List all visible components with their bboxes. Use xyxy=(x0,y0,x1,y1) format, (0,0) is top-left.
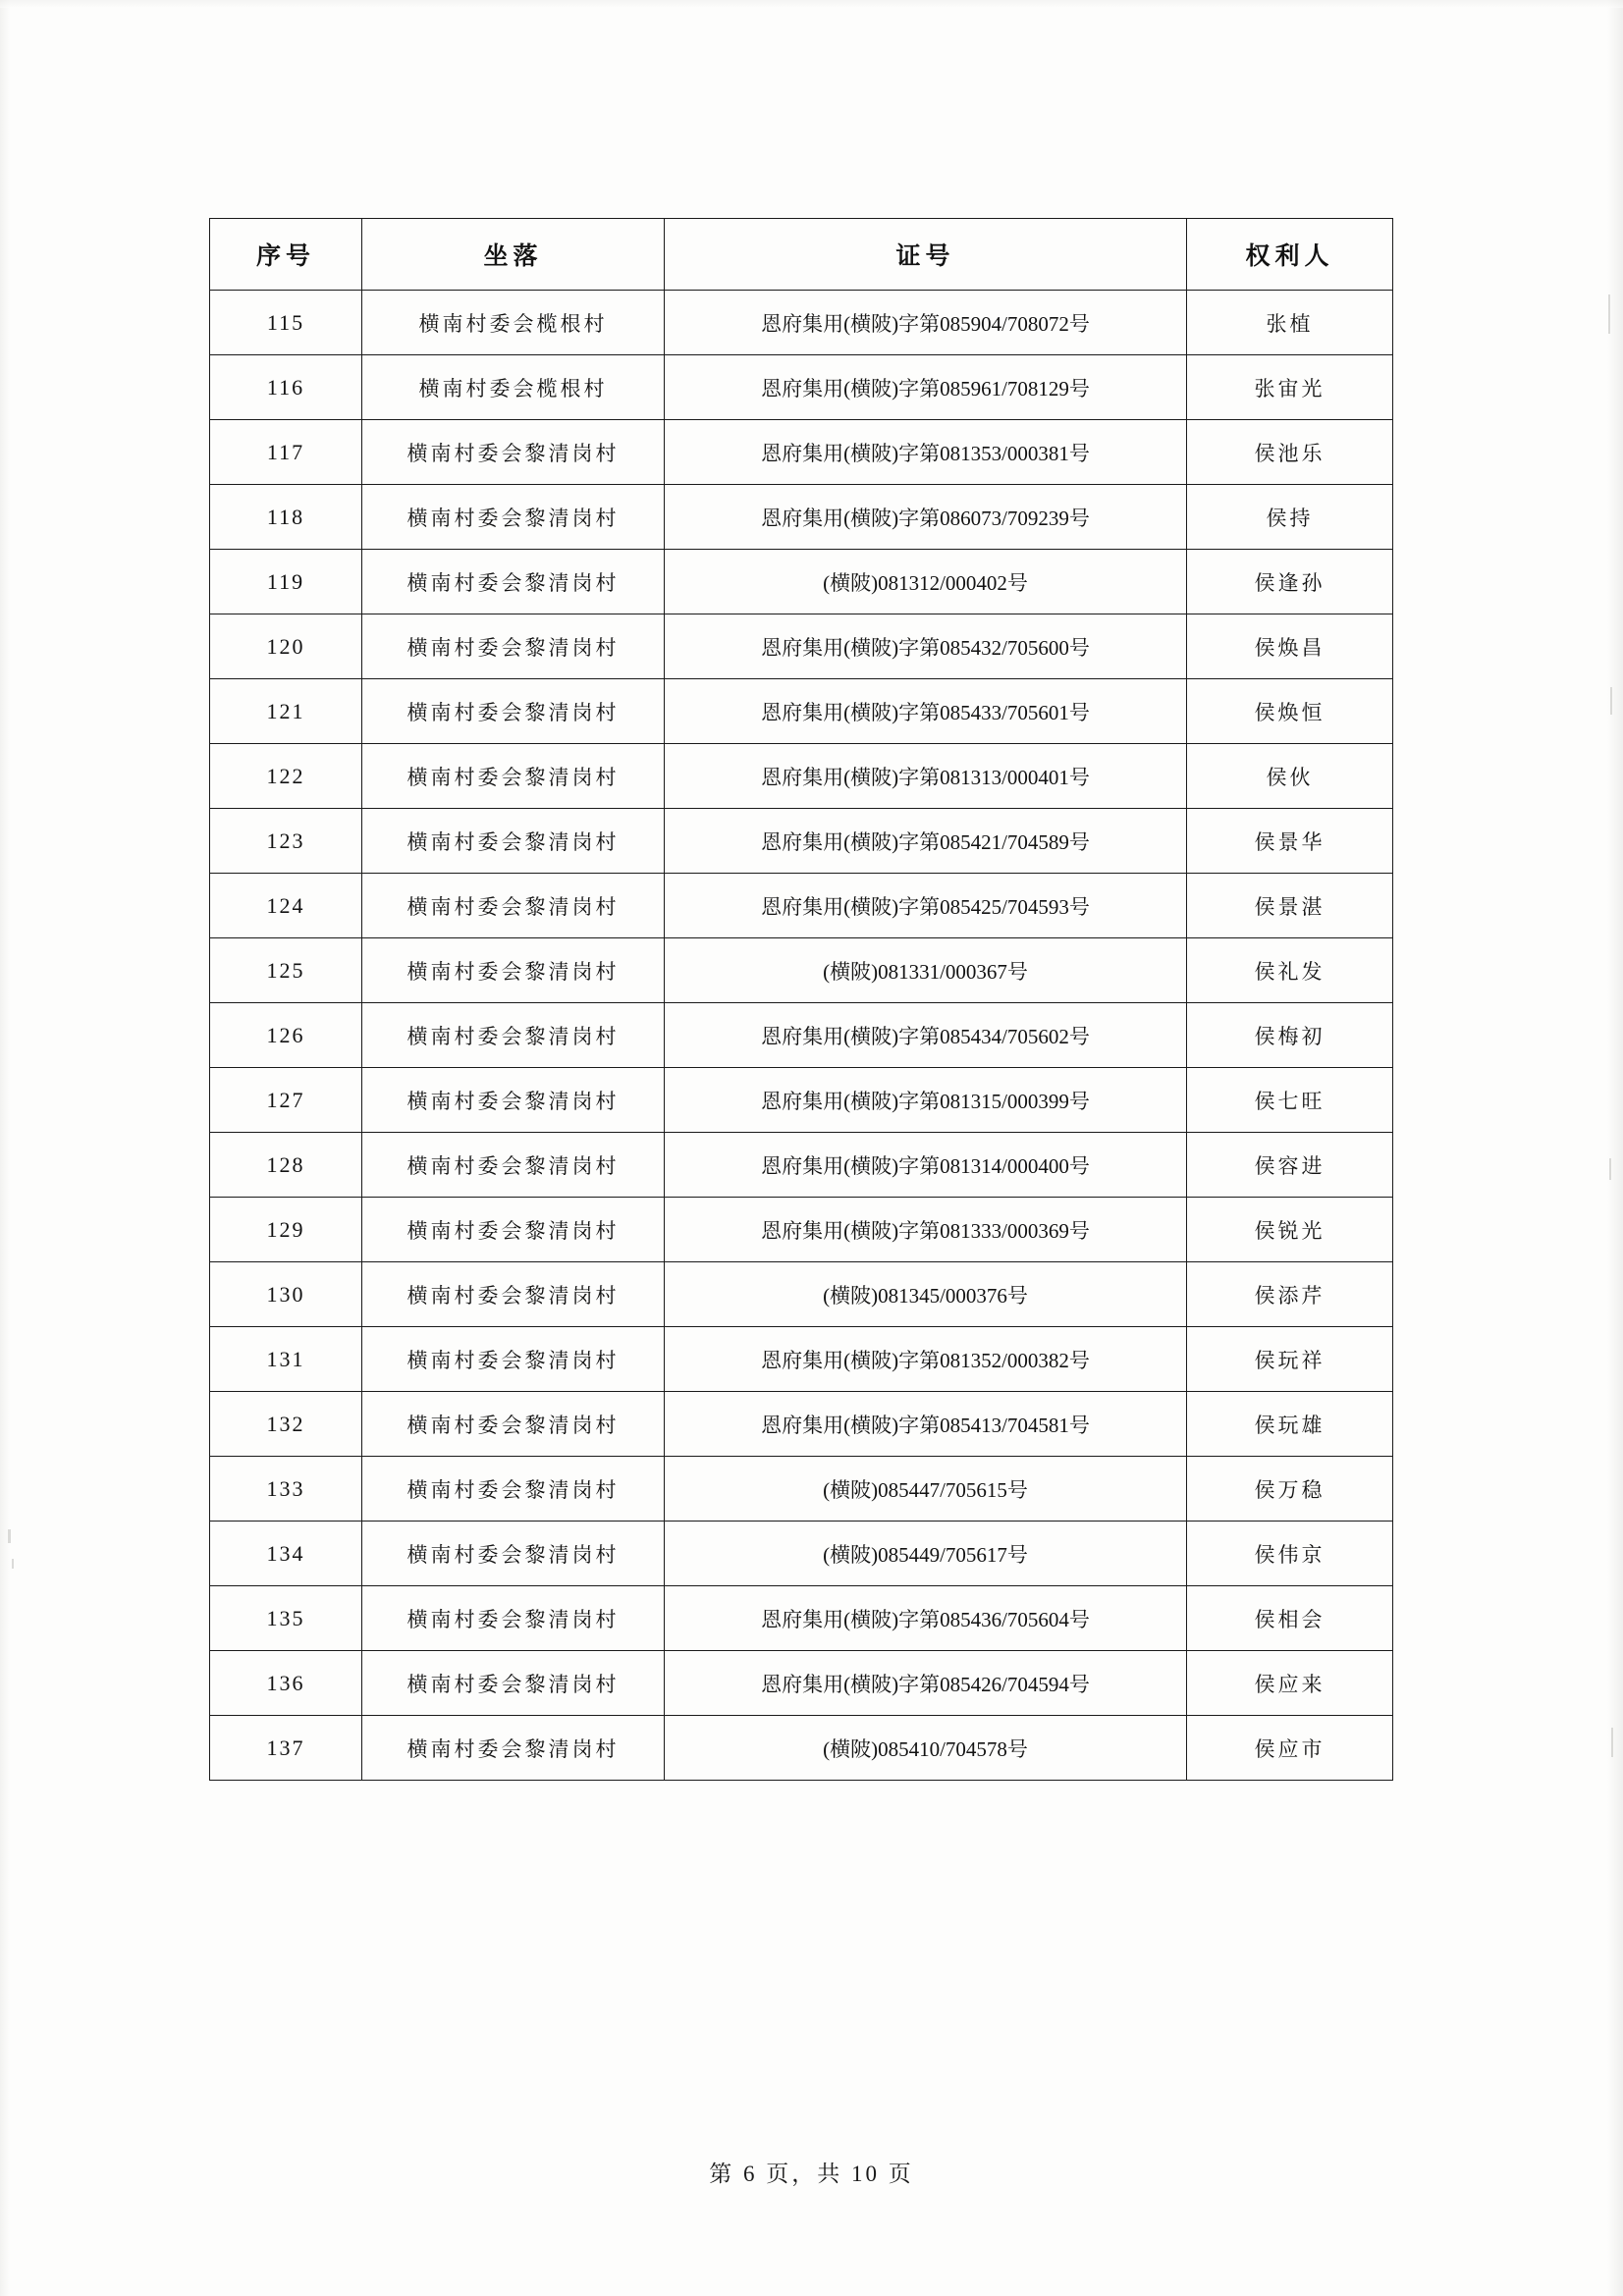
cell-owner: 侯礼发 xyxy=(1187,938,1393,1003)
table-row xyxy=(210,1068,1393,1133)
cell-seq: 132 xyxy=(210,1392,362,1457)
cell-cert: 恩府集用(横陂)字第086073/709239号 xyxy=(665,485,1187,550)
cell-location: 横南村委会榄根村 xyxy=(362,291,665,355)
cell-location: 横南村委会黎清岗村 xyxy=(362,420,665,485)
cell-location: 横南村委会黎清岗村 xyxy=(362,614,665,679)
cell-seq: 118 xyxy=(210,485,362,550)
cell-owner: 侯焕昌 xyxy=(1187,614,1393,679)
cell-cert: 恩府集用(横陂)字第085425/704593号 xyxy=(665,874,1187,938)
cell-cert: 恩府集用(横陂)字第085413/704581号 xyxy=(665,1392,1187,1457)
table-row xyxy=(210,291,1393,355)
column-header-sequence: 序号 xyxy=(210,219,362,291)
cell-cert: 恩府集用(横陂)字第081313/000401号 xyxy=(665,744,1187,809)
cell-location: 横南村委会黎清岗村 xyxy=(362,550,665,614)
cell-owner: 侯逢孙 xyxy=(1187,550,1393,614)
scan-edge-left xyxy=(0,0,10,2296)
cell-seq: 131 xyxy=(210,1327,362,1392)
cell-owner: 侯七旺 xyxy=(1187,1068,1393,1133)
table-body xyxy=(210,291,1393,1781)
cell-cert: 恩府集用(横陂)字第085436/705604号 xyxy=(665,1586,1187,1651)
cell-seq: 119 xyxy=(210,550,362,614)
column-header-location: 坐落 xyxy=(362,219,665,291)
cell-seq: 136 xyxy=(210,1651,362,1716)
cell-seq: 115 xyxy=(210,291,362,355)
column-header-owner: 权利人 xyxy=(1187,219,1393,291)
cell-cert: (横陂)085410/704578号 xyxy=(665,1716,1187,1781)
cell-owner: 张植 xyxy=(1187,291,1393,355)
cell-owner: 张宙光 xyxy=(1187,355,1393,420)
cell-seq: 133 xyxy=(210,1457,362,1522)
property-registry-table xyxy=(209,218,1393,1781)
table-row xyxy=(210,874,1393,938)
cell-cert: 恩府集用(横陂)字第085904/708072号 xyxy=(665,291,1187,355)
cell-location: 横南村委会黎清岗村 xyxy=(362,1586,665,1651)
cell-location: 横南村委会黎清岗村 xyxy=(362,1716,665,1781)
cell-seq: 120 xyxy=(210,614,362,679)
table-row xyxy=(210,809,1393,874)
cell-seq: 122 xyxy=(210,744,362,809)
cell-owner: 侯焕恒 xyxy=(1187,679,1393,744)
cell-seq: 116 xyxy=(210,355,362,420)
cell-location: 横南村委会黎清岗村 xyxy=(362,1003,665,1068)
scan-speck xyxy=(1611,1728,1613,1757)
cell-seq: 128 xyxy=(210,1133,362,1198)
cell-location: 横南村委会黎清岗村 xyxy=(362,744,665,809)
cell-owner: 侯玩祥 xyxy=(1187,1327,1393,1392)
cell-location: 横南村委会榄根村 xyxy=(362,355,665,420)
cell-seq: 127 xyxy=(210,1068,362,1133)
page-footer: 第 6 页，共 10 页 xyxy=(709,2162,914,2186)
cell-cert: 恩府集用(横陂)字第085433/705601号 xyxy=(665,679,1187,744)
table-row xyxy=(210,420,1393,485)
cell-location: 横南村委会黎清岗村 xyxy=(362,1457,665,1522)
scan-speck xyxy=(1609,1158,1611,1180)
cell-owner: 侯锐光 xyxy=(1187,1198,1393,1262)
table-row xyxy=(210,938,1393,1003)
cell-seq: 126 xyxy=(210,1003,362,1068)
cell-cert: (横陂)081345/000376号 xyxy=(665,1262,1187,1327)
cell-cert: (横陂)081331/000367号 xyxy=(665,938,1187,1003)
scan-speck xyxy=(12,1559,14,1569)
cell-owner: 侯持 xyxy=(1187,485,1393,550)
table-row xyxy=(210,1651,1393,1716)
cell-seq: 134 xyxy=(210,1522,362,1586)
cell-cert: 恩府集用(横陂)字第081315/000399号 xyxy=(665,1068,1187,1133)
cell-cert: 恩府集用(横陂)字第085434/705602号 xyxy=(665,1003,1187,1068)
cell-seq: 117 xyxy=(210,420,362,485)
cell-seq: 130 xyxy=(210,1262,362,1327)
registry-table-wrapper xyxy=(209,218,1392,1781)
cell-owner: 侯玩雄 xyxy=(1187,1392,1393,1457)
table-row xyxy=(210,1457,1393,1522)
cell-cert: (横陂)085447/705615号 xyxy=(665,1457,1187,1522)
table-row xyxy=(210,1262,1393,1327)
cell-cert: 恩府集用(横陂)字第085961/708129号 xyxy=(665,355,1187,420)
table-row xyxy=(210,1392,1393,1457)
cell-owner: 侯应来 xyxy=(1187,1651,1393,1716)
cell-owner: 侯添芹 xyxy=(1187,1262,1393,1327)
cell-location: 横南村委会黎清岗村 xyxy=(362,938,665,1003)
table-row xyxy=(210,1716,1393,1781)
cell-seq: 129 xyxy=(210,1198,362,1262)
table-header xyxy=(210,219,1393,291)
cell-location: 横南村委会黎清岗村 xyxy=(362,1327,665,1392)
cell-location: 横南村委会黎清岗村 xyxy=(362,679,665,744)
cell-location: 横南村委会黎清岗村 xyxy=(362,1392,665,1457)
cell-owner: 侯相会 xyxy=(1187,1586,1393,1651)
table-row xyxy=(210,1003,1393,1068)
cell-location: 横南村委会黎清岗村 xyxy=(362,874,665,938)
table-row xyxy=(210,679,1393,744)
cell-location: 横南村委会黎清岗村 xyxy=(362,1651,665,1716)
table-header-row xyxy=(210,219,1393,291)
cell-owner: 侯万稳 xyxy=(1187,1457,1393,1522)
cell-owner: 侯伙 xyxy=(1187,744,1393,809)
cell-location: 横南村委会黎清岗村 xyxy=(362,1198,665,1262)
table-row xyxy=(210,1198,1393,1262)
cell-location: 横南村委会黎清岗村 xyxy=(362,1133,665,1198)
table-row xyxy=(210,1327,1393,1392)
scan-speck xyxy=(8,1529,11,1543)
cell-seq: 121 xyxy=(210,679,362,744)
column-header-certificate: 证号 xyxy=(665,219,1187,291)
table-row xyxy=(210,485,1393,550)
cell-owner: 侯梅初 xyxy=(1187,1003,1393,1068)
cell-location: 横南村委会黎清岗村 xyxy=(362,1262,665,1327)
cell-owner: 侯伟京 xyxy=(1187,1522,1393,1586)
cell-cert: 恩府集用(横陂)字第081314/000400号 xyxy=(665,1133,1187,1198)
cell-cert: 恩府集用(横陂)字第085432/705600号 xyxy=(665,614,1187,679)
scan-speck xyxy=(1608,294,1610,334)
cell-seq: 123 xyxy=(210,809,362,874)
cell-seq: 125 xyxy=(210,938,362,1003)
cell-seq: 135 xyxy=(210,1586,362,1651)
cell-location: 横南村委会黎清岗村 xyxy=(362,1068,665,1133)
cell-cert: (横陂)085449/705617号 xyxy=(665,1522,1187,1586)
cell-owner: 侯池乐 xyxy=(1187,420,1393,485)
cell-owner: 侯应市 xyxy=(1187,1716,1393,1781)
cell-seq: 137 xyxy=(210,1716,362,1781)
cell-cert: 恩府集用(横陂)字第081352/000382号 xyxy=(665,1327,1187,1392)
cell-owner: 侯容进 xyxy=(1187,1133,1393,1198)
scan-speck xyxy=(1610,687,1612,715)
cell-owner: 侯景华 xyxy=(1187,809,1393,874)
cell-location: 横南村委会黎清岗村 xyxy=(362,485,665,550)
table-row xyxy=(210,744,1393,809)
cell-cert: 恩府集用(横陂)字第085426/704594号 xyxy=(665,1651,1187,1716)
cell-location: 横南村委会黎清岗村 xyxy=(362,1522,665,1586)
scan-edge-top xyxy=(0,0,1623,8)
table-row xyxy=(210,1522,1393,1586)
cell-location: 横南村委会黎清岗村 xyxy=(362,809,665,874)
cell-cert: 恩府集用(横陂)字第085421/704589号 xyxy=(665,809,1187,874)
cell-owner: 侯景湛 xyxy=(1187,874,1393,938)
table-row xyxy=(210,1133,1393,1198)
scan-edge-right xyxy=(1607,0,1623,2296)
table-row xyxy=(210,550,1393,614)
table-row xyxy=(210,355,1393,420)
cell-seq: 124 xyxy=(210,874,362,938)
cell-cert: 恩府集用(横陂)字第081353/000381号 xyxy=(665,420,1187,485)
cell-cert: 恩府集用(横陂)字第081333/000369号 xyxy=(665,1198,1187,1262)
cell-cert: (横陂)081312/000402号 xyxy=(665,550,1187,614)
table-row xyxy=(210,1586,1393,1651)
table-row xyxy=(210,614,1393,679)
